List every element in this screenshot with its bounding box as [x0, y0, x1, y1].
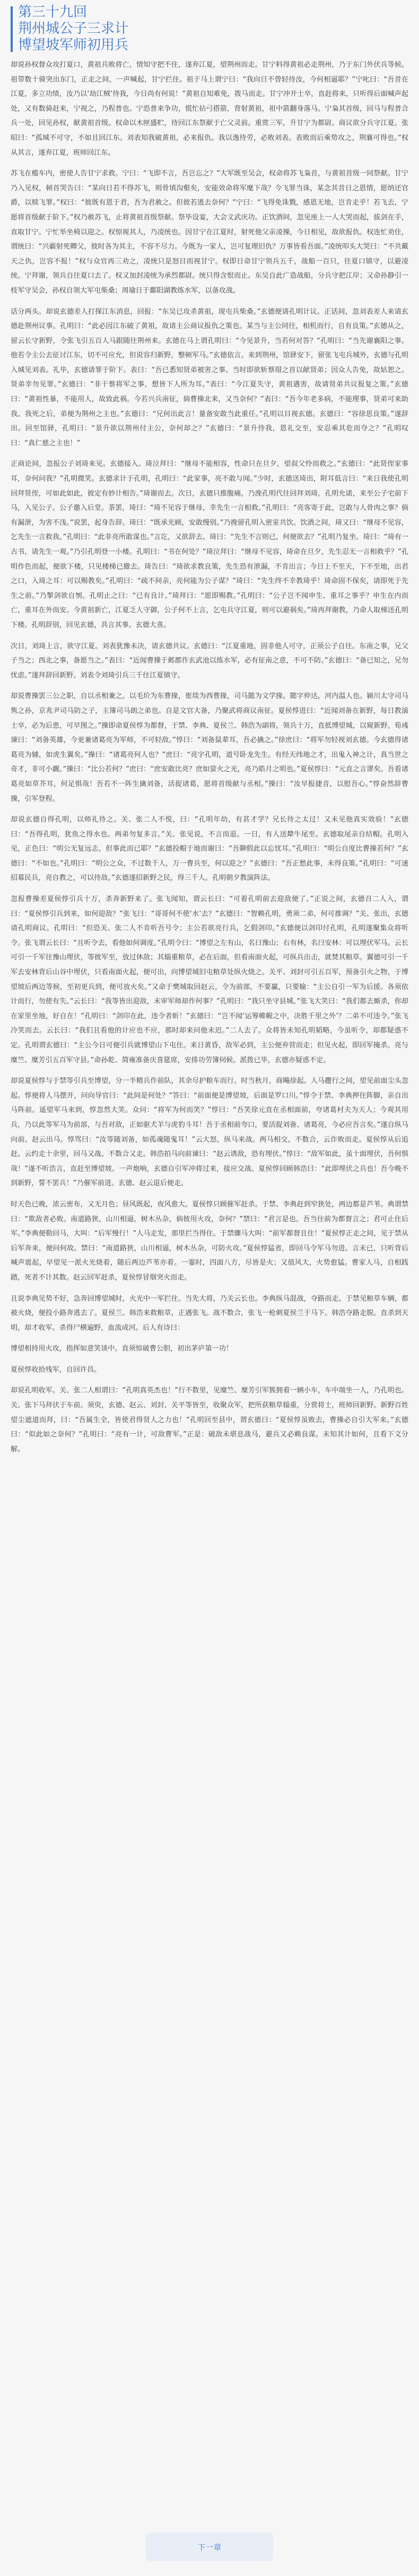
paragraph: 却说曹操罢三公之职，自以丞相兼之。以毛玠为东曹掾，崔琰为西曹掾，司马懿为文学掾。懿字仲达，河内温人也。颍川太守司马隽之孙，京兆尹司马防之子，主簿司马朗之弟也。自是文官大备，乃聚武将商议南征。夏侯惇进曰：“近闻刘备在新野，每日教演士卒，必为后患，可早图之。”操即命夏侯惇为都督，于禁、李典、夏侯兰、韩浩为副将，领兵十万，直抵博望城，以窥新野。荀彧谏曰：“刘备英雄，今更兼诸葛亮为军师，不可轻敌。”惇曰：“刘备鼠辈耳，吾必擒之。”徐庶曰：“将军勿轻视刘玄德。今玄德得诸葛亮为辅，如虎生翼矣。”操曰：“诸葛亮何人也？”庶曰：“亮字孔明，道号卧龙先生。有经天纬地之才，出鬼入神之计，真当世之奇才，非可小觑。”操曰：“比公若何？”庶曰：“庶安敢比亮？庶如萤火之光，亮乃皓月之明也。”夏侯惇曰：“元直之言谬矣。吾看诸葛亮如草芥耳，何足惧哉！吾若不一阵生擒刘备，活捉诸葛，愿将首级献与丞相。”操曰：“汝早报捷音，以慰吾心。”惇奋然辞曹操，引军登程。: [11, 692, 408, 803]
paragraph: 却说孔明收军。关、张二人相谓曰：“孔明真英杰也！”行不数里，见糜竺、糜芳引军簇拥着一辆小车，车中端坐一人，乃孔明也。关、张下马拜伏于车前。须臾，玄德、赵云、刘封、关平等皆至，收聚众军，把所获粮草辎重，分赏将士，班师回新野。新野百姓望尘遮道而拜，曰：“吾属生全，皆使君得贤人之力也！”孔明回至县中，谓玄德曰：“夏侯惇虽败去，曹操必自引大军来。”玄德曰：“似此如之奈何？”孔明曰：“亮有一计，可敌曹军。”正是：破敌未堪息战马，避兵又必赖良谋。未知其计如何，且看下文分解。: [11, 1387, 408, 1453]
paragraph: 次日，刘琦上言，欲守江夏。刘表犹豫未决，请玄德共议。玄德曰：“江夏重地，固非他人可守，正须公子自往。东南之事，兄父子当之；西北之事，备愿当之。”表曰：“近闻曹操于邺郡作玄武池以练水军，必有征南之意，不可不防。”玄德曰：“备已知之，兄勿忧虑。”遂拜辞回新野。刘表令刘琦引兵三千往江夏镇守。: [11, 642, 408, 680]
paragraph: 时天色已晚，浓云密布，又无月色；昼风既起，夜风愈大。夏侯惇只顾催军赶杀。于禁、李典赶到窄狭处，两边都是芦苇。典谓禁曰：“欺敌者必败。南道路狭，山川相逼，树木丛杂，倘彼用火攻，奈何？”禁曰：“君言是也。吾当往前为都督言之；君可止住后军。”李典便勒回马，大叫：“后军慢行！”人马走发，那里拦当得住。于禁骤马大叫：“前军都督且住！”夏侯惇正走之间，见于禁从后军奔来，便问何故。禁曰：“南道路狭，山川相逼，树木丛杂，可防火攻。”夏侯惇猛省，即回马令军马勿进。言未已，只听背后喊声震起，早望见一派火光烧着，随后两边芦苇亦着。一霎时，四面八方，尽皆是火；又值风大，火势愈猛。曹家人马，自相践踏，死者不计其数。赵云回军赶杀，夏侯惇冒烟突火而走。: [11, 1200, 408, 1282]
chapter-content: [11, 58, 408, 1457]
paragraph: 却说夏侯惇与于禁等引兵至博望，分一半精兵作前队，其余尽护粮车而行。时当秋月，商飚徐起。人马趱行之间，望见前面尘头忽起。惇便将人马摆开，问向导官曰：“此间是何处？”答曰：“前面便是博望坡，后面是罗口川。”惇令于禁、李典押住阵脚，亲自出马阵前。遥望军马来到，惇忽然大笑。众问：“将军为何而笑？”惇曰：“吾笑徐元直在丞相面前，夸诸葛村夫为天人；今观其用兵，乃以此等军马为前部，与吾对敌，正如驱犬羊与虎豹斗耳！吾于丞相前夸口，要活捉刘备、诸葛亮，今必应吾言矣。”遂自纵马向前。赵云出马。惇骂曰：“汝等随刘备，如孤魂随鬼耳！”云大怒，纵马来战。两马相交，不数合，云诈败而走。夏侯惇从后追赶。云约走十余里，回马又战。不数合又走。韩浩拍马向前谏曰：“赵云诱敌，恐有埋伏。”惇曰：“敌军如此，虽十面埋伏，吾何惧哉！”遂不听浩言，直赶至博望坡。一声炮响，玄德自引军冲将过来，接应交战。夏侯惇回顾韩浩曰：“此即埋伏之兵也！吾今晚不到新野，誓不罢兵！”乃催军前进。玄德、赵云退后便走。: [11, 1077, 408, 1188]
chapter-header: [11, 4, 408, 54]
chapter-number: 第三十九回: [18, 4, 88, 20]
next-chapter-button[interactable]: 下一章: [146, 2533, 273, 2561]
paragraph: 苏飞在槛车内，密使人告甘宁求救。宁曰：“飞即不言，吾岂忘之？”大军既至吴会，权命将苏飞枭首，与黄祖首级一同祭献。甘宁乃入见权，顿首哭告曰：“某向日若不得苏飞，则骨填沟壑矣，安能效命将军麾下哉？今飞罪当诛，某念其昔日之恩情，愿纳还官爵，以赎飞罪。”权曰：“彼既有恩于君，吾为君赦之。但彼若逃去奈何？”宁曰：“飞得免诛戮，感恩无地，岂肯走乎！若飞去，宁愿将首级献于阶下。”权乃赦苏飞，止将黄祖首级祭献。祭毕设宴，大会文武庆功。正饮酒间，忽见座上一人大哭而起，拔剑在手，直取甘宁。宁忙举坐椅以迎之。权惊视其人，乃凌统也。因甘宁在江夏时，射死他父亲凌操，今日相见，故欲报仇。权连忙劝住，谓统曰：“兴霸射死卿父，彼时各为其主，不容不尽力。今既为一家人，岂可复理旧仇？万事皆看吾面。”凌统叩头大哭曰：“不共戴天之仇，岂容不报！”权与众官再三劝之，凌统只是怒目而视甘宁。权即日命甘宁领兵五千，战船一百只，往夏口镇守，以避凌统。宁拜谢，领兵自往夏口去了。权又加封凌统为承烈都尉。统只得含恨而止。东吴自此广造战船，分兵守把江岸；又命孙静引一枝军守吴会，孙权自领大军屯柴桑；周瑜日于鄱阳湖教练水军，以备攻战。: [11, 170, 408, 295]
poem: 博望相持用火攻，指挥如意笑谈中。直须惊破曹公胆，初出茅庐第一功！: [11, 1345, 233, 1353]
paragraph: 且说李典见势不好，急奔回博望城时，火光中一军拦住。当先大将，乃关云长也。李典纵马混战，夺路而走。于禁见粮草车辆，都被火烧，便投小路奔逃去了。夏侯兰、韩浩来救粮草，正遇张飞。战不数合，张飞一枪刺夏侯兰于马下。韩浩夺路走脱。直杀到天明，却才收军。杀得尸横遍野，血流成河。后人有诗曰：: [11, 1294, 408, 1332]
paragraph: 却说孙权督众攻打夏口，黄祖兵败将亡，情知守把不住，遂弃江夏，望荆州而走。甘宁料得黄祖必走荆州，乃于东门外伏兵等候。祖带数十骑突出东门，正走之间，一声喊起，甘宁拦住。祖于马上谓宁曰：“我向日不曾轻待汝，今何相逼耶？”宁叱曰：“吾昔在江夏，多立功绩，汝乃以‘劫江贼’待我，今日尚有何说！”黄祖自知难免，拨马而走。甘宁冲开士卒，直赶将来，只听得后面喊声起处，又有数骑赶来，宁视之，乃程普也。宁恐普来争功，慌忙拈弓搭箭，背射黄祖，祖中箭翻身落马。宁枭其首级，回马与程普合兵一处，回见孙权，献黄祖首级。权命以木匣盛贮，待回江东祭献于亡父灵前。重赏三军，升甘宁为都尉。商议欲分兵守江夏。张昭曰：“孤城不可守，不如且回江东。刘表知我破黄祖，必来报仇。我以逸待劳，必败刘表。表败而后乘势攻之，荆襄可得也。”权从其言，遂弃江夏，班师回江东。: [11, 61, 408, 157]
paragraph: 话分两头。却说玄德差人打探江东消息，回报：“东吴已攻杀黄祖，现屯兵柴桑。”玄德便请孔明计议。正话间，忽刘表差人来请玄德赴荆州议事。孔明曰：“此必因江东破了黄祖，故请主公商议报仇之策也。某当与主公同往，相机而行，自有良策。”玄德从之，留云长守新野，令张飞引五百人马跟随往荆州来。玄德在马上谓孔明曰：“今见景升，当若何对答？”孔明曰：“当先谢襄阳之事。他若令主公去征讨江东，切不可应允，但说容归新野，整顿军马。”玄德依言。来到荆州，馆驿安下，留张飞屯兵城外，玄德与孔明入城见刘表。礼毕，玄德请罪于阶下。表曰：“吾已悉知贤弟被害之事。当时即欲斩蔡瑁之首以献贤弟；因众人告免，故姑恕之。贤弟幸勿见罪。”玄德曰：“非干蔡将军之事，想皆下人所为耳。”表曰：“今江夏失守，黄祖遇害，故请贤弟共议报复之策。”玄德曰：“黄祖性暴，不能用人，故致此祸。今若兴兵南征，倘曹操北来，又当奈何？”表曰：“吾今年老多病，不能理事，贤弟可来助我。我死之后，弟便为荆州之主也。”玄德曰：“兄何出此言！量备安敢当此重任。”孔明以目视玄德。玄德曰：“容徐思良策。”遂辞出。回至馆驿，孔明曰：“景升欲以荆州付主公，奈何却之？”玄德曰：“景升待我，恩礼交至，安忍乘其危而夺之？”孔明叹曰：“真仁慈之主也！”: [11, 307, 408, 447]
chapter-title-line-2: 博望坡军师初用兵: [18, 37, 129, 53]
paragraph: 却说玄德自得孔明，以师礼待之。关、张二人不悦，曰：“孔明年幼，有甚才学？兄长待之太过！又未见他真实效验！”玄德曰：“吾得孔明，犹鱼之得水也。两弟勿复多言。”关、张见说，不言而退。一日，有人送犛牛尾至。玄德取尾亲自结帽。孔明入见，正色曰：“明公无复远志，但事此而已耶？”玄德投帽于地而谢曰：“吾聊假此以忘忧耳。”孔明曰：“明公自度比曹操若何？”玄德曰：“不如也。”孔明曰：“明公之众，不过数千人，万一曹兵至，何以迎之？”玄德曰：“吾正愁此事，未得良策。”孔明曰：“可速招募民兵，亮自教之，可以待敌。”玄德遂招新野之民，得三千人。孔明朝夕教演阵法。: [11, 816, 408, 883]
paragraph: 忽报曹操差夏侯惇引兵十万，杀奔新野来了。张飞闻知，谓云长曰：“可着孔明前去迎敌便了。”正说之间，玄德召二人入，谓曰：“夏侯惇引兵到来，如何迎敌？”张飞曰：“哥哥何不使‘水’去？”玄德曰：“智赖孔明，勇须二弟，何可推调？”关、张出，玄德请孔明商议。孔明曰：“但恐关、张二人不肯听吾号令；主公若欲亮行兵，乞假剑印。”玄德便以剑印付孔明，孔明遂聚集众将听令。张飞谓云长曰：“且听令去，看他如何调度。”孔明令曰：“博望之左有山，名曰豫山；右有林，名曰安林：可以埋伏军马。云长可引一千军往豫山埋伏，等彼军至，放过休敌；其辎重粮草，必在后面，但看南面火起，可纵兵出击，就焚其粮草。翼德可引一千军去安林背后山谷中埋伏，只看南面火起，便可出，向博望城旧屯粮草处纵火烧之。关平、刘封可引五百军，预备引火之物，于博望坡后两边等候，至初更兵到，便可放火矣。”又命于樊城取回赵云，令为前部，不要赢，只要输：“主公自引一军为后援。各须依计而行，勿使有失。”云长曰：“我等皆出迎敌，未审军师却作何事？”孔明曰：“我只坐守县城。”张飞大笑曰：“我们都去厮杀，你却在家里坐地，好自在！”孔明曰：“剑印在此，违令者斩！”玄德曰：“岂不闻‘运筹帷幄之中，决胜千里之外’？二弟不可违令。”张飞冷笑而去。云长曰：“我们且看他的计应也不应，那时却来问他未迟。”二人去了。众将皆未知孔明韬略，今虽听令，却都疑惑不定。孔明谓玄德曰：“主公今日可便引兵就博望山下屯住。来日黄昏，敌军必到，主公便弃营而走；但见火起，即回军掩杀。亮与糜竺、糜芳引五百军守县。”命孙乾、简雍准备庆喜筵席，安排功劳簿伺候。派拨已毕，玄德亦疑惑不定。: [11, 895, 408, 1064]
paragraph: 正商论间，忽报公子刘琦来见。玄德接入。琦泣拜曰：“继母不能相容，性命只在旦夕，望叔父怜而救之。”玄德曰：“此贤侄家事耳，奈何问我？”孔明微笑。玄德求计于孔明，孔明曰：“此家事，亮不敢与闻。”少时，玄德送琦出，附耳低言曰：“来日我使孔明回拜贤侄，可如此如此，彼定有妙计相告。”琦谢而去。次日，玄德只推腹痛，乃浼孔明代往回拜刘琦。孔明允诺，来至公子宅前下马，入见公子。公子邀入后堂。茶罢，琦曰：“琦不见容于继母，幸先生一言相救。”孔明曰：“亮客寄于此，岂敢与人骨肉之事？倘有漏泄，为害不浅。”说罢，起身告辞。琦曰：“既承光顾，安敢慢别。”乃挽留孔明入密室共饮。饮酒之间，琦又曰：“继母不见容，乞先生一言救我。”孔明曰：“此非亮所敢谋也。”言讫，又欲辞去。琦曰：“先生不言则已，何便欲去？”孔明乃复坐。琦曰：“琦有一古书，请先生一观。”乃引孔明登一小楼。孔明曰：“书在何处？”琦泣拜曰：“继母不见容，琦命在旦夕，先生忍无一言相救乎？”孔明作色而起，便欲下楼，只见楼梯已撤去。琦告曰：“琦欲求教良策，先生恐有泄漏，不肯出言；今日上不至天，下不至地，出君之口，入琦之耳：可以赐教矣。”孔明曰：“疏不间亲，亮何能为公子谋？”琦曰：“先生终不幸教琦乎！琦命固不保矣，请即死于先生之前。”乃掣剑欲自刎。孔明止之曰：“已有良计。”琦拜曰：“愿即赐教。”孔明曰：“公子岂不闻申生、重耳之事乎？申生在内而亡，重耳在外而安。今黄祖新亡，江夏乏人守御，公子何不上言，乞屯兵守江夏，则可以避祸矣。”琦再拜谢教，乃命人取梯送孔明下楼。孔明辞别，回见玄德，具言其事。玄德大喜。: [11, 460, 408, 629]
paragraph: 夏侯惇收拾残军，自回许昌。: [11, 1365, 101, 1374]
chapter-title-line-1: 荆州城公子三求计: [18, 21, 129, 37]
